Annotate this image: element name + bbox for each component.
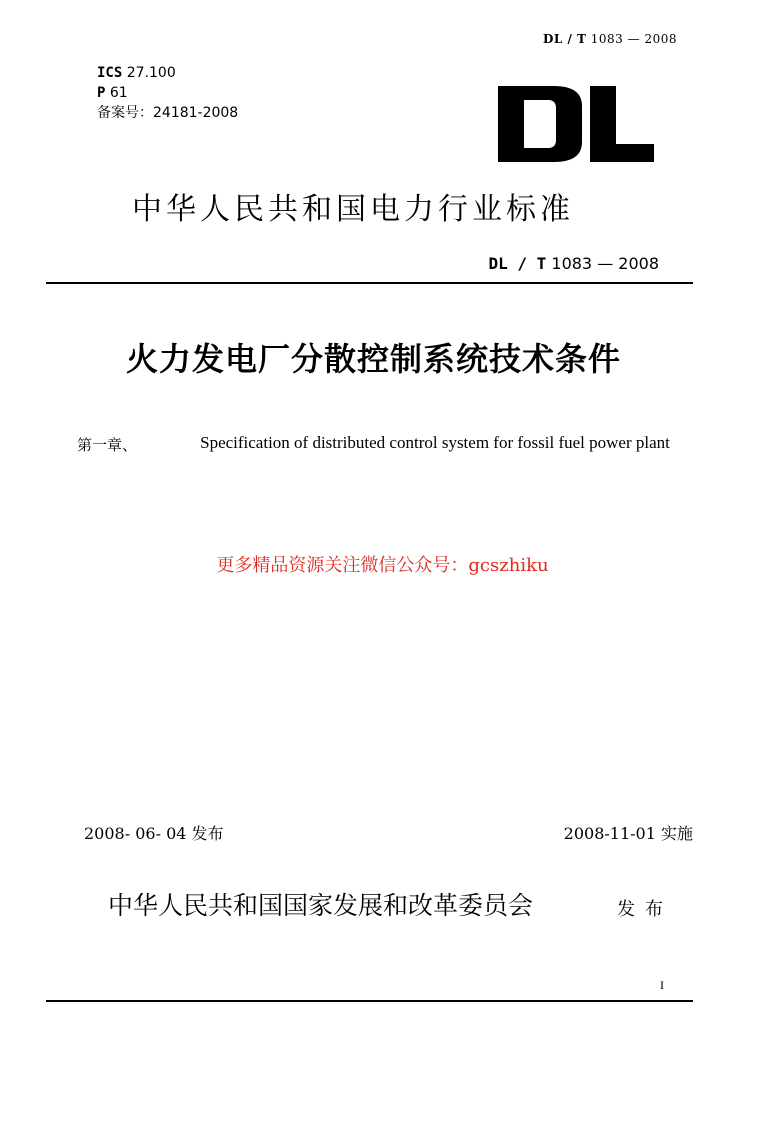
document-title-en: Specification of distributed control system for fossil fuel power plant xyxy=(200,433,670,452)
promo-text: 更多精品资源关注微信公众号：gcszhiku xyxy=(216,555,549,576)
dl-logo xyxy=(498,86,654,162)
standard-category-title: 中华人民共和国电力行业标准 xyxy=(132,192,574,227)
record-line xyxy=(97,103,238,123)
standard-code-number: 1083 — 2008 xyxy=(551,254,659,273)
standard-code xyxy=(489,254,660,273)
p-label: P xyxy=(97,85,106,101)
ics-line xyxy=(97,63,238,83)
p-value: 61 xyxy=(109,85,128,101)
issue-date: 2008- 06- 04 发布 xyxy=(84,824,224,843)
top-divider xyxy=(46,282,693,284)
chapter-label: 第一章、 xyxy=(77,436,138,454)
page-number: I xyxy=(660,978,664,992)
p-line xyxy=(97,83,238,103)
ics-value: 27.100 xyxy=(126,65,176,81)
header-code-prefix: DL / T xyxy=(542,32,587,46)
issued-label: 发布 xyxy=(617,899,673,920)
issuing-authority: 中华人民共和国国家发展和改革委员会 xyxy=(108,891,534,920)
header-code-number: 1083 — 2008 xyxy=(590,32,677,46)
document-title-cn: 火力发电厂分散控制系统技术条件 xyxy=(126,340,622,378)
implementation-date: 2008-11-01 实施 xyxy=(563,824,693,843)
standard-code-prefix: DL / T xyxy=(488,254,547,273)
record-label: 备案号： xyxy=(97,105,153,121)
bottom-divider xyxy=(46,1000,693,1002)
record-value: 24181-2008 xyxy=(153,105,239,121)
ics-label: ICS xyxy=(97,65,123,81)
header-standard-code xyxy=(543,32,677,46)
classification-block xyxy=(97,63,238,123)
